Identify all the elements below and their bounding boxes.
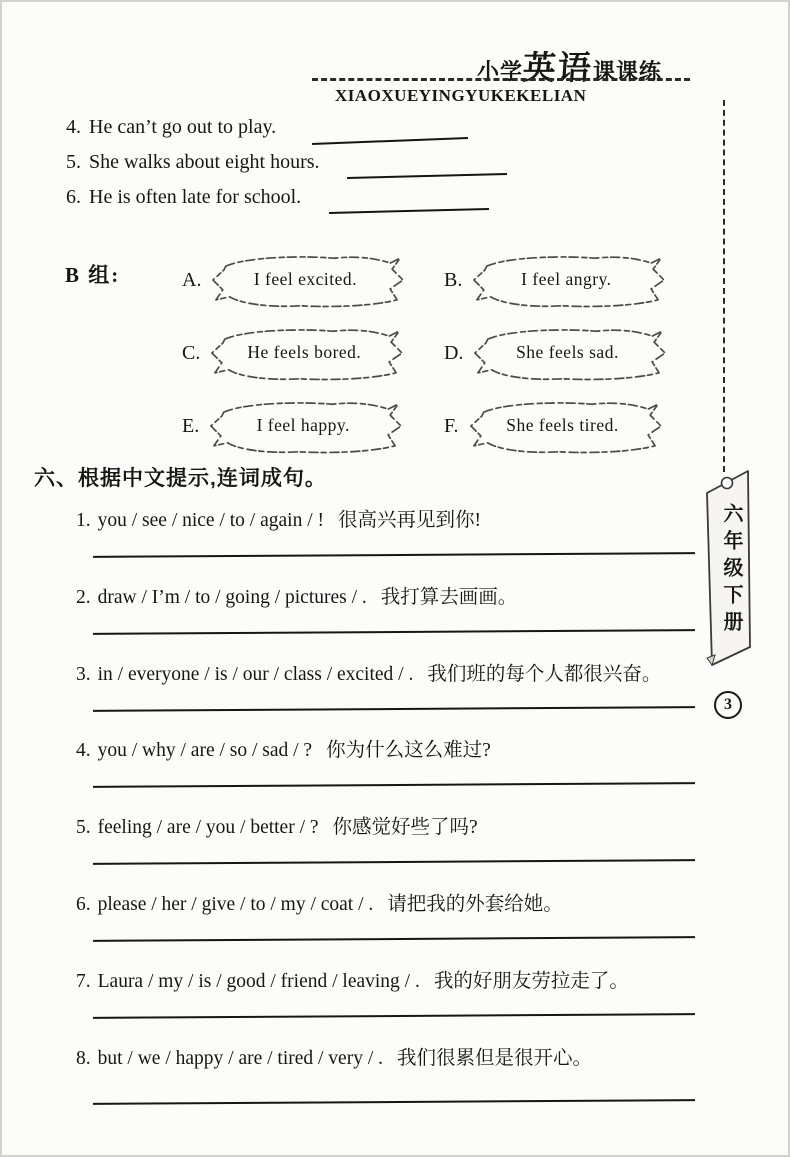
option-cell	[444, 317, 674, 390]
exercise-item	[76, 504, 726, 581]
answer-line	[93, 552, 695, 558]
option-bubble	[205, 326, 403, 382]
option-text: She feels sad.	[516, 342, 619, 362]
option-letter: C.	[182, 342, 201, 364]
matching-item-text: He is often late for school.	[89, 186, 302, 208]
exercise-item	[76, 658, 726, 735]
exercise-number: 8.	[76, 1047, 91, 1069]
exercise-chinese-hint: 请把我的外套给她。	[387, 893, 563, 915]
exercise-number: 1.	[76, 510, 91, 531]
exercise-item	[76, 888, 726, 965]
answer-line	[93, 1099, 695, 1105]
exercise-text	[76, 581, 726, 609]
answer-blank	[347, 173, 507, 179]
matching-item-number: 5.	[66, 151, 81, 173]
option-letter: B.	[444, 269, 463, 291]
logo-suffix: 课课练	[592, 59, 662, 84]
exercise-item	[76, 1042, 726, 1119]
exercise-chinese-hint: 我打算去画画。	[380, 586, 518, 608]
exercise-text	[76, 811, 726, 839]
option-letter: A.	[182, 269, 202, 291]
answer-line	[93, 859, 695, 865]
margin-dashed-line	[723, 100, 725, 472]
options-grid	[182, 244, 674, 463]
exercise-english-prompt: you / why / are / so / sad / ?	[97, 740, 313, 762]
group-b-label: B 组:	[65, 263, 121, 287]
exercise-text	[76, 888, 726, 916]
exercise-text	[76, 504, 726, 532]
matching-item	[66, 151, 686, 186]
exercise-text	[76, 658, 726, 686]
exercise-chinese-hint: 你感觉好些了吗?	[332, 817, 478, 839]
option-bubble	[206, 253, 404, 309]
option-cell	[182, 390, 444, 463]
option-text: He feels bored.	[247, 342, 362, 362]
exercise-item	[76, 965, 726, 1042]
answer-line	[93, 1013, 695, 1019]
option-cell	[182, 244, 444, 317]
option-letter: D.	[444, 342, 464, 364]
option-bubble	[464, 399, 662, 455]
option-bubble	[204, 399, 402, 455]
exercise-text	[76, 1042, 726, 1070]
exercise-item	[76, 734, 726, 811]
exercise-text	[76, 734, 726, 762]
matching-item	[66, 186, 686, 221]
option-cell	[444, 390, 674, 463]
page-number-badge: 3	[714, 691, 742, 719]
exercise-english-prompt: please / her / give / to / my / coat / .	[97, 893, 374, 915]
option-bubble	[467, 253, 665, 309]
exercise-number: 2.	[76, 586, 91, 608]
exercise-number: 6.	[76, 893, 91, 915]
matching-item-text: He can’t go out to play.	[89, 116, 277, 138]
logo-prefix: 小学	[476, 59, 523, 84]
exercise-number: 5.	[76, 817, 91, 839]
option-text: I feel excited.	[253, 269, 358, 289]
header-dashed-rule	[312, 78, 690, 81]
exercise-english-prompt: in / everyone / is / our / class / excited / .	[97, 663, 414, 685]
exercise-number: 4.	[76, 740, 91, 762]
exercise-chinese-hint: 我们很累但是很开心。	[397, 1047, 593, 1069]
exercise-chinese-hint: 我的好朋友劳拉走了。	[433, 970, 629, 992]
exercise-english-prompt: feeling / are / you / better / ?	[97, 817, 319, 839]
book-logo	[432, 42, 662, 89]
option-cell	[182, 317, 444, 390]
exercise-number: 3.	[76, 663, 91, 685]
exercise-chinese-hint: 你为什么这么难过?	[326, 740, 491, 762]
option-letter: E.	[182, 415, 200, 437]
matching-item-number: 4.	[66, 116, 81, 138]
answer-blank	[312, 137, 468, 145]
grade-banner-label: 六年级下册	[720, 502, 742, 638]
exercise-chinese-hint: 很高兴再见到你!	[337, 510, 481, 531]
option-text: I feel angry.	[521, 269, 612, 289]
exercise-english-prompt: you / see / nice / to / again / !	[97, 510, 324, 531]
exercise-text	[76, 965, 726, 993]
exercise-english-prompt: draw / I’m / to / going / pictures / .	[97, 586, 367, 608]
matching-items-list	[66, 116, 686, 221]
logo-stylized: 英语	[521, 48, 595, 87]
option-text: She feels tired.	[506, 415, 619, 435]
answer-line	[93, 783, 695, 789]
exercise-english-prompt: Laura / my / is / good / friend / leaving / .	[97, 970, 420, 992]
option-letter: F.	[444, 415, 459, 437]
matching-item-number: 6.	[66, 186, 81, 208]
option-bubble	[468, 326, 666, 382]
answer-line	[93, 629, 695, 635]
section-six-heading: 六、根据中文提示,连词成句。	[34, 467, 327, 490]
answer-blank	[329, 208, 489, 214]
matching-item-text: She walks about eight hours.	[89, 151, 320, 173]
exercise-number: 7.	[76, 970, 91, 992]
exercise-item	[76, 811, 726, 888]
book-pinyin: XIAOXUEYINGYUKEKELIAN	[335, 86, 587, 105]
exercise-list	[76, 504, 726, 1118]
option-text: I feel happy.	[256, 415, 350, 435]
exercise-english-prompt: but / we / happy / are / tired / very / .	[97, 1047, 384, 1069]
answer-line	[93, 706, 695, 712]
answer-line	[93, 936, 695, 942]
exercise-item	[76, 581, 726, 658]
option-cell	[444, 244, 674, 317]
matching-item	[66, 116, 686, 151]
exercise-chinese-hint: 我们班的每个人都很兴奋。	[427, 663, 662, 685]
